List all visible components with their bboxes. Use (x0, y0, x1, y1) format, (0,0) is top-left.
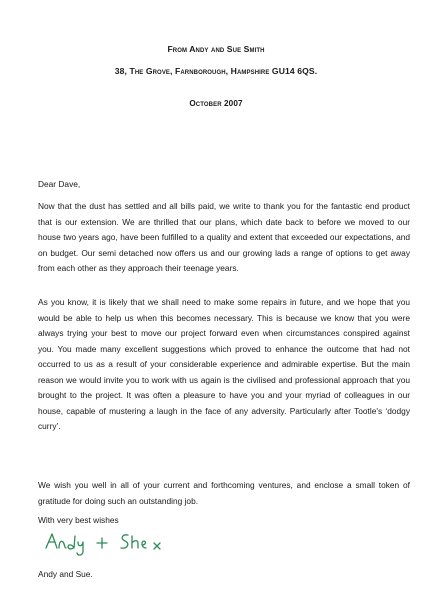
paragraph-2: As you know, it is likely that we shall need to make some repairs in future, and we hope that you would be able to help us when this becomes necessary. This is because we know that you were always trying your best to move our project forward even when circumstances conspired against you. You made many excellent suggestions which proved to enhance the outcome that had not occurred to us as a result of your considerable experience and admirable expertise. But the main reason we would invite you to work with us again is the civilised and professional approach that you brought to the project. It was often a pleasure to have you and your myriad of colleagues in our house, capable of mustering a laugh in the face of any adversity. Particularly after Tootle's ‘dodgy curry’. (38, 297, 410, 431)
salutation: Dear Dave, (38, 179, 81, 189)
letter-date: October 2007 (189, 99, 243, 108)
paragraph-3: We wish you well in all of your current and forthcoming ventures, and enclose a small token of gratitude for doing such an outstanding job. (38, 480, 410, 506)
handwritten-signature (42, 528, 202, 558)
signoff-names: Andy and Sue. (38, 569, 93, 579)
closing-line: With very best wishes (38, 515, 119, 525)
sender-line: From Andy and Sue Smith (167, 44, 265, 54)
paragraph-1: Now that the dust has settled and all bills paid, we write to thank you for the fantastic end product that is our extension. We are thrilled that our plans, which date back to before we moved to our house two years ago, have been fulfilled to a quality and extent that exceeded our expectations, and on budget. Our semi detached now offers us and our growing lads a range of options to get away from each other as they approach their teenage years. (38, 201, 410, 273)
address-line: 38, The Grove, Farnborough, Hampshire GU14 6QS. (114, 66, 318, 76)
